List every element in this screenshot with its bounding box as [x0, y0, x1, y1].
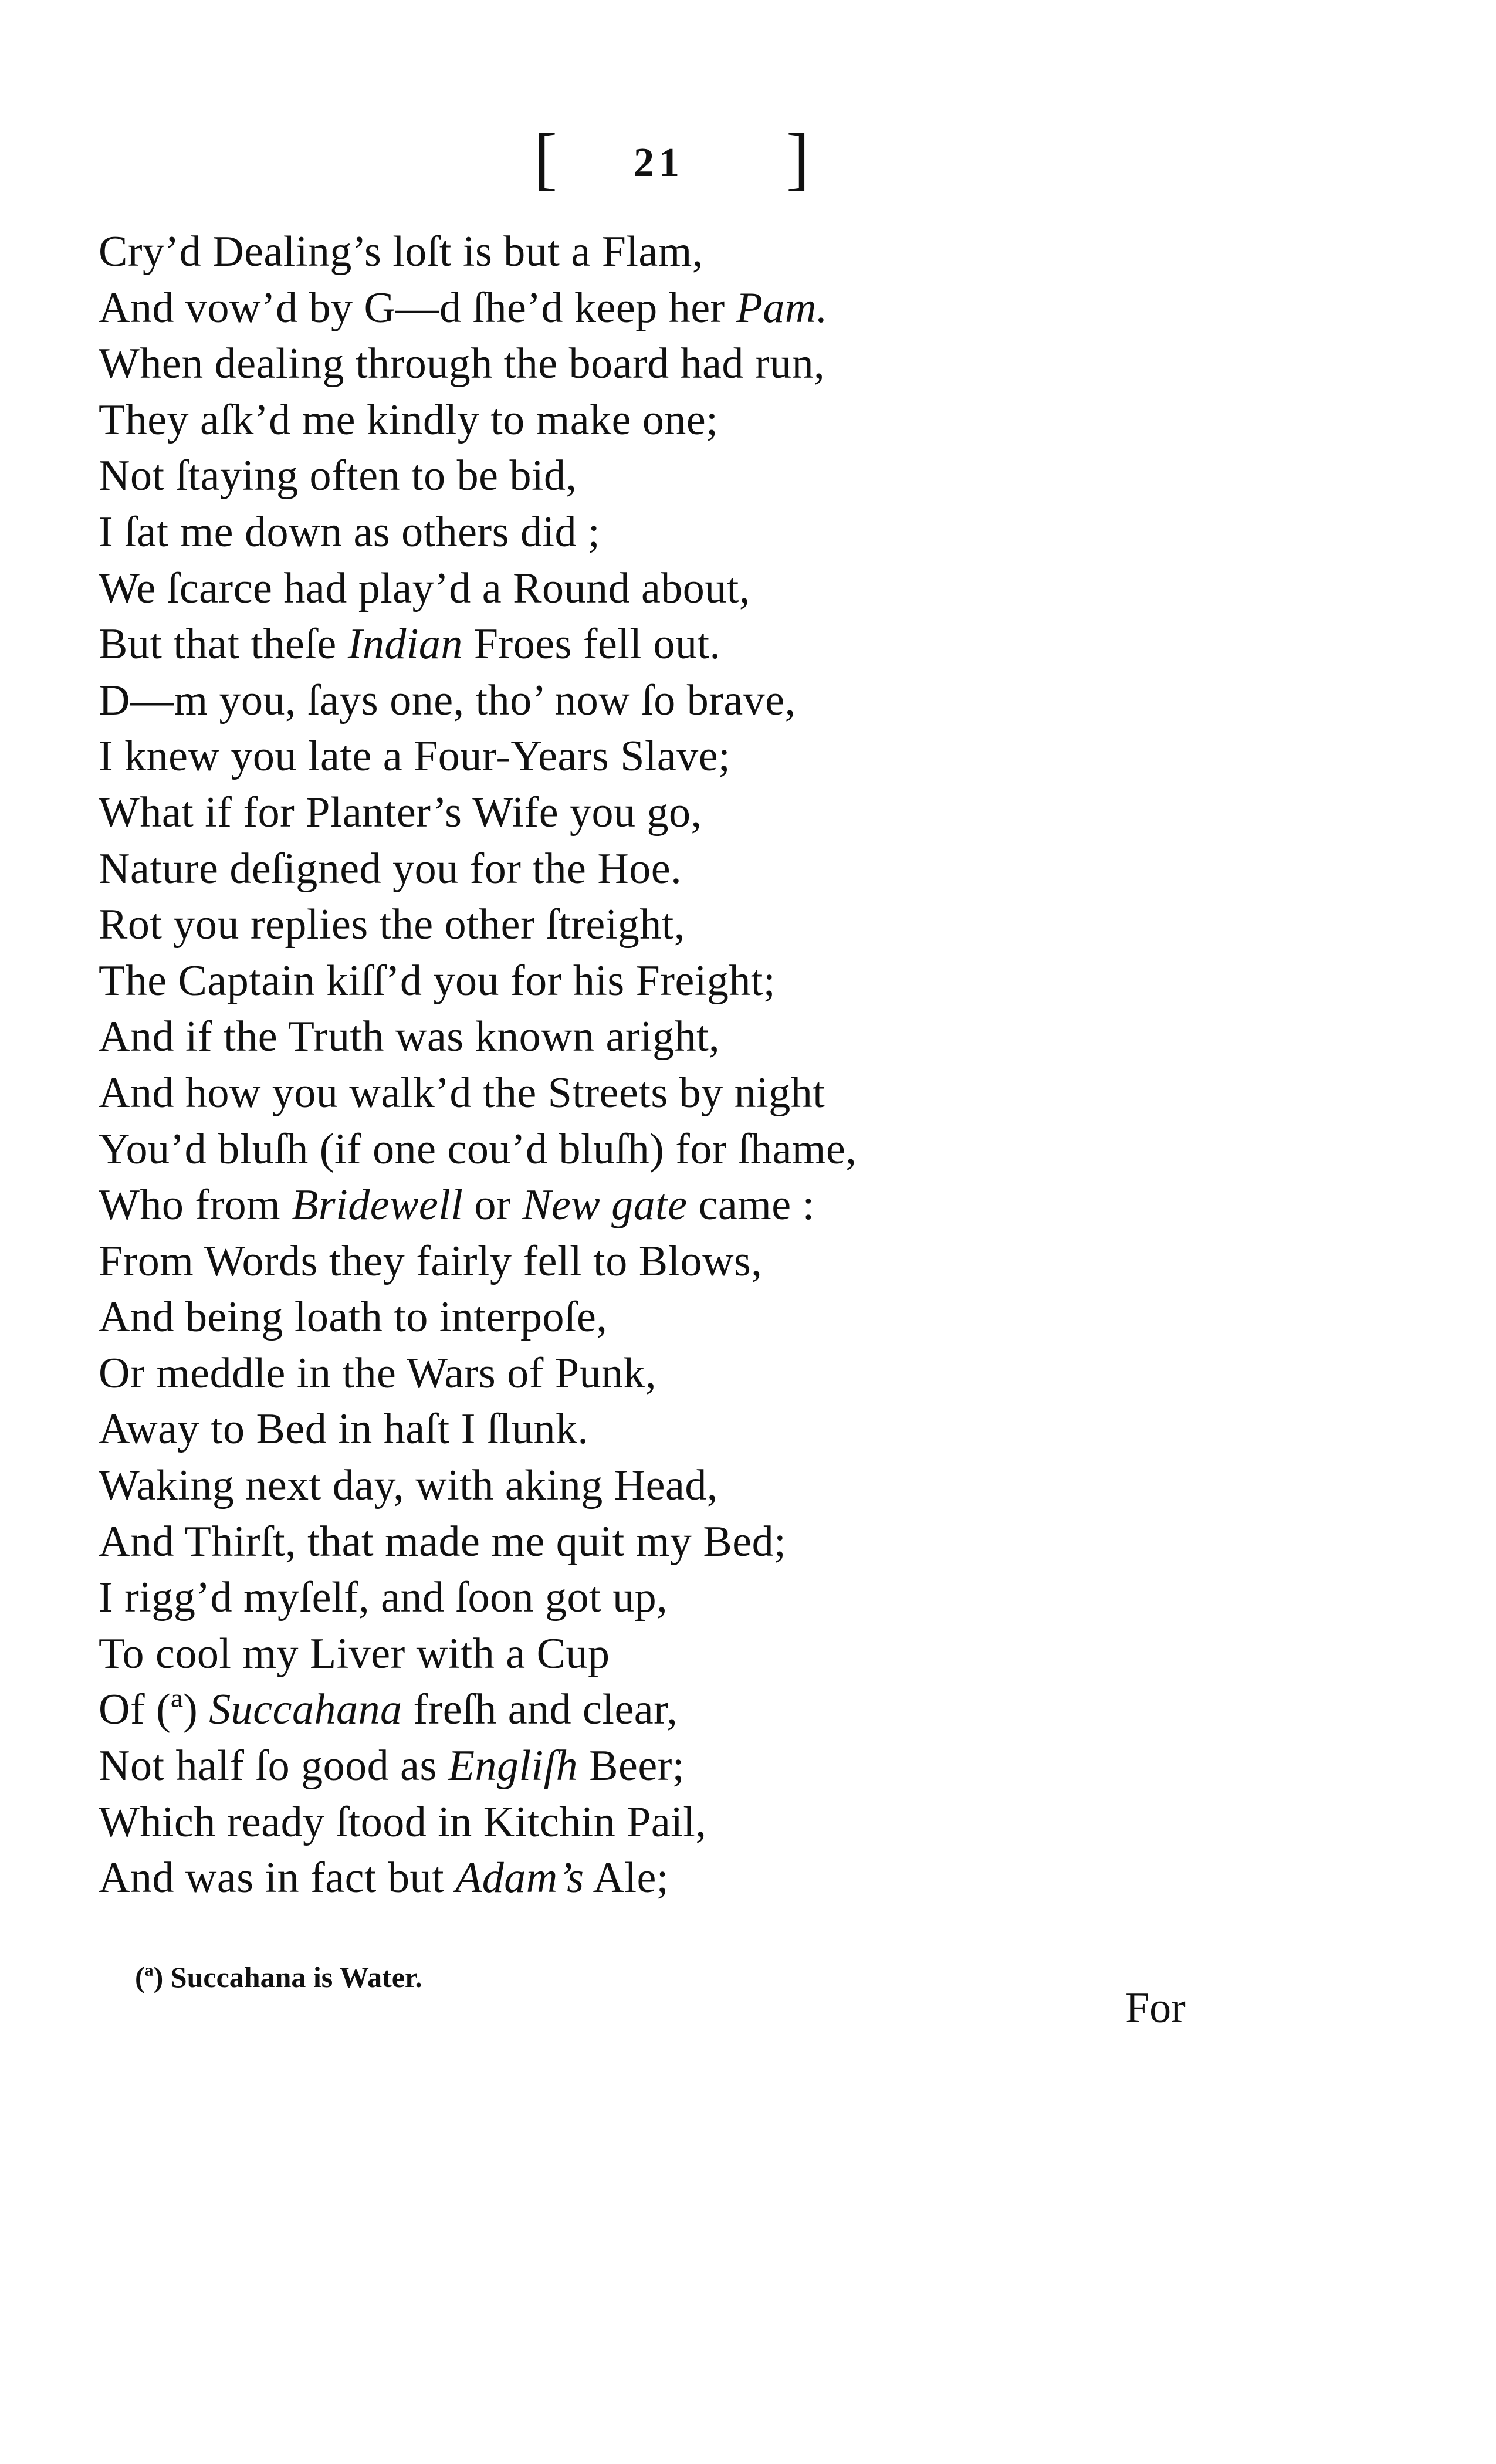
poem-line: I ſat me down as others did ; — [99, 507, 601, 556]
poem-line: Which ready ſtood in Kitchin Pail, — [99, 1798, 707, 1846]
page-number: 21 — [634, 140, 684, 185]
italic-word: Succahana — [209, 1685, 402, 1734]
italic-word: Adam’s — [455, 1854, 584, 1903]
poem-line: We ſcarce had play’d a Round about, — [99, 564, 750, 612]
poem-line: Away to Bed in haſt I ſlunk. — [99, 1405, 589, 1454]
left-bracket: [ — [534, 119, 557, 197]
poem-line: Rot you replies the other ſtreight, — [99, 901, 685, 949]
poem-line: To cool my Liver with a Cup — [99, 1629, 610, 1678]
poem-line: Not ſtaying often to be bid, — [99, 452, 577, 500]
poem-line: And Thirſt, that made me quit my Bed; — [99, 1517, 787, 1566]
poem-line: And if the Truth was known aright, — [99, 1013, 720, 1061]
poem-line: Who from Bridewell or New gate came : — [99, 1181, 815, 1230]
poem-line: Waking next day, with aking Head, — [99, 1461, 718, 1510]
poem-line: Of (ª) Succahana freſh and clear, — [99, 1685, 678, 1734]
italic-word: Pam. — [736, 283, 828, 332]
italic-word: Bridewell — [292, 1181, 463, 1230]
poem-line: When dealing through the board had run, — [99, 340, 825, 388]
poem-line: Cry’d Dealing’s loſt is but a Flam, — [99, 228, 703, 276]
footnote: (ª) Succahana is Water. — [135, 1961, 423, 1993]
poem-line: And was in fact but Adam’s Ale; — [99, 1854, 669, 1903]
poem-line: You’d bluſh (if one cou’d bluſh) for ſhame, — [99, 1125, 857, 1173]
right-bracket: ] — [786, 119, 810, 197]
poem-line: I rigg’d myſelf, and ſoon got up, — [99, 1573, 668, 1622]
italic-word: New gate — [522, 1181, 688, 1230]
poem-line: Or meddle in the Wars of Punk, — [99, 1349, 657, 1397]
poem-line: D—m you, ſays one, tho’ now ſo brave, — [99, 676, 796, 725]
poem-line: And vow’d by G—d ſhe’d keep her Pam. — [99, 283, 828, 332]
catchword: For — [1125, 1984, 1186, 2032]
poem-line: From Words they fairly fell to Blows, — [99, 1237, 763, 1285]
poem-body — [99, 224, 1125, 1907]
poem-line: But that theſe Indian Froes fell out. — [99, 620, 721, 669]
poem-line: I knew you late a Four-Years Slave; — [99, 732, 731, 781]
italic-word: Engliſh — [448, 1742, 578, 1791]
poem-line: Not half ſo good as Engliſh Beer; — [99, 1742, 685, 1791]
poem-line: The Captain kiſſ’d you for his Freight; — [99, 956, 776, 1005]
poem-line: What if for Planter’s Wife you go, — [99, 788, 702, 837]
italic-word: Indian — [347, 620, 463, 669]
poem-line: And how you walk’d the Streets by night — [99, 1068, 825, 1117]
poem-line: They aſk’d me kindly to make one; — [99, 395, 719, 444]
poem-line: And being loath to interpoſe, — [99, 1293, 608, 1342]
page-header — [534, 119, 810, 211]
poem-line: Nature deſigned you for the Hoe. — [99, 844, 682, 893]
